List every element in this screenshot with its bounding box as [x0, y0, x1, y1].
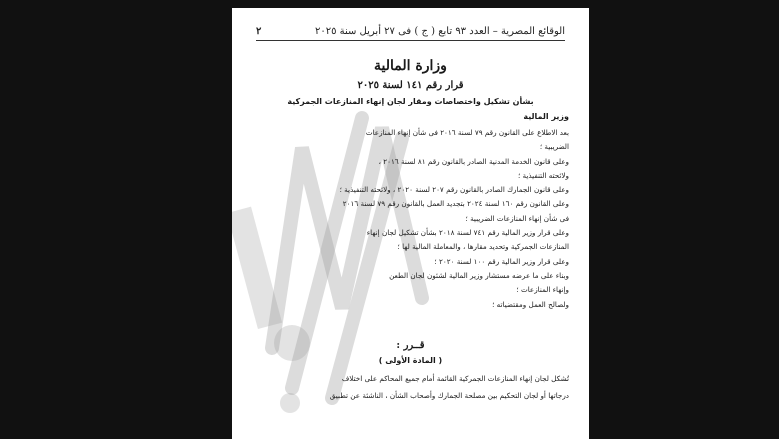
preamble-line: فى شأن إنهاء المنازعات الضريبية ؛	[465, 213, 569, 223]
document-page	[232, 8, 589, 439]
preamble-line: ولصالح العمل ومقتضياته ؛	[492, 299, 569, 309]
preamble-line: وعلى قانون الخدمة المدنية الصادر بالقانون رقم ٨١ لسنة ٢٠١٦ ،	[378, 156, 569, 166]
preamble-line: المنازعات الجمركية وتحديد مقارها ، والمعاملة المالية لها ؛	[397, 242, 569, 252]
article-body	[254, 370, 569, 404]
minister-label: وزير المالية	[523, 112, 569, 121]
ministry-title: وزارة المالية	[374, 58, 447, 74]
preamble-line: ولائحته التنفيذية ؛	[517, 170, 569, 180]
preamble-line: الضريبية ؛	[539, 142, 569, 152]
article-line: درجاتها أو لجان التحكيم بين مصلحة الجمارك وأصحاب الشأن ، الناشئة عن تطبيق	[329, 391, 569, 400]
gazette-title: الوقائع المصرية – العدد ٩٣ تابع ( ج ) فى ٢٧ أبريل سنة ٢٠٢٥	[314, 26, 565, 37]
article-line: تُشكل لجان إنهاء المنازعات الجمركية القائمة أمام جميع المحاكم على اختلاف	[341, 374, 569, 383]
preamble-line: وعلى قرار وزير المالية رقم ١٠٠ لسنة ٢٠٢٠ ؛	[434, 256, 569, 266]
decree-title: قرار رقم ١٤١ لسنة ٢٠٢٥	[357, 80, 464, 91]
preamble-line: وعلى القانون رقم ١٦٠ لسنة ٢٠٢٤ بتجديد العمل بالقانون رقم ٧٩ لسنة ٢٠١٦	[342, 199, 569, 209]
gazette-header	[256, 26, 565, 41]
decree-subject: بشأن تشكيل واختصاصات ومقار لجان إنهاء المنازعات الجمركية	[287, 97, 534, 106]
page-number: ٢	[256, 26, 262, 37]
preamble-line: بعد الاطلاع على القانون رقم ٧٩ لسنة ٢٠١٦ فى شأن إنهاء المنازعات	[365, 128, 569, 137]
article-title: ( المادة الأولى )	[378, 356, 443, 365]
preamble-line: وعلى قانون الجمارك الصادر بالقانون رقم ٢٠٧ لسنة ٢٠٢٠ ، ولائحته التنفيذية ؛	[339, 185, 569, 195]
decides-heading: قــرر :	[396, 340, 425, 351]
preamble-line: وعلى قرار وزير المالية رقم ٧٤١ لسنة ٢٠١٨ بشأن تشكيل لجان إنهاء	[366, 228, 569, 238]
preamble-line: وبناء على ما عرضه مستشار وزير المالية لشئون لجان الطعن	[389, 270, 569, 280]
preamble-line: وإنهاء المنازعات ؛	[516, 285, 569, 295]
preamble	[254, 126, 569, 312]
